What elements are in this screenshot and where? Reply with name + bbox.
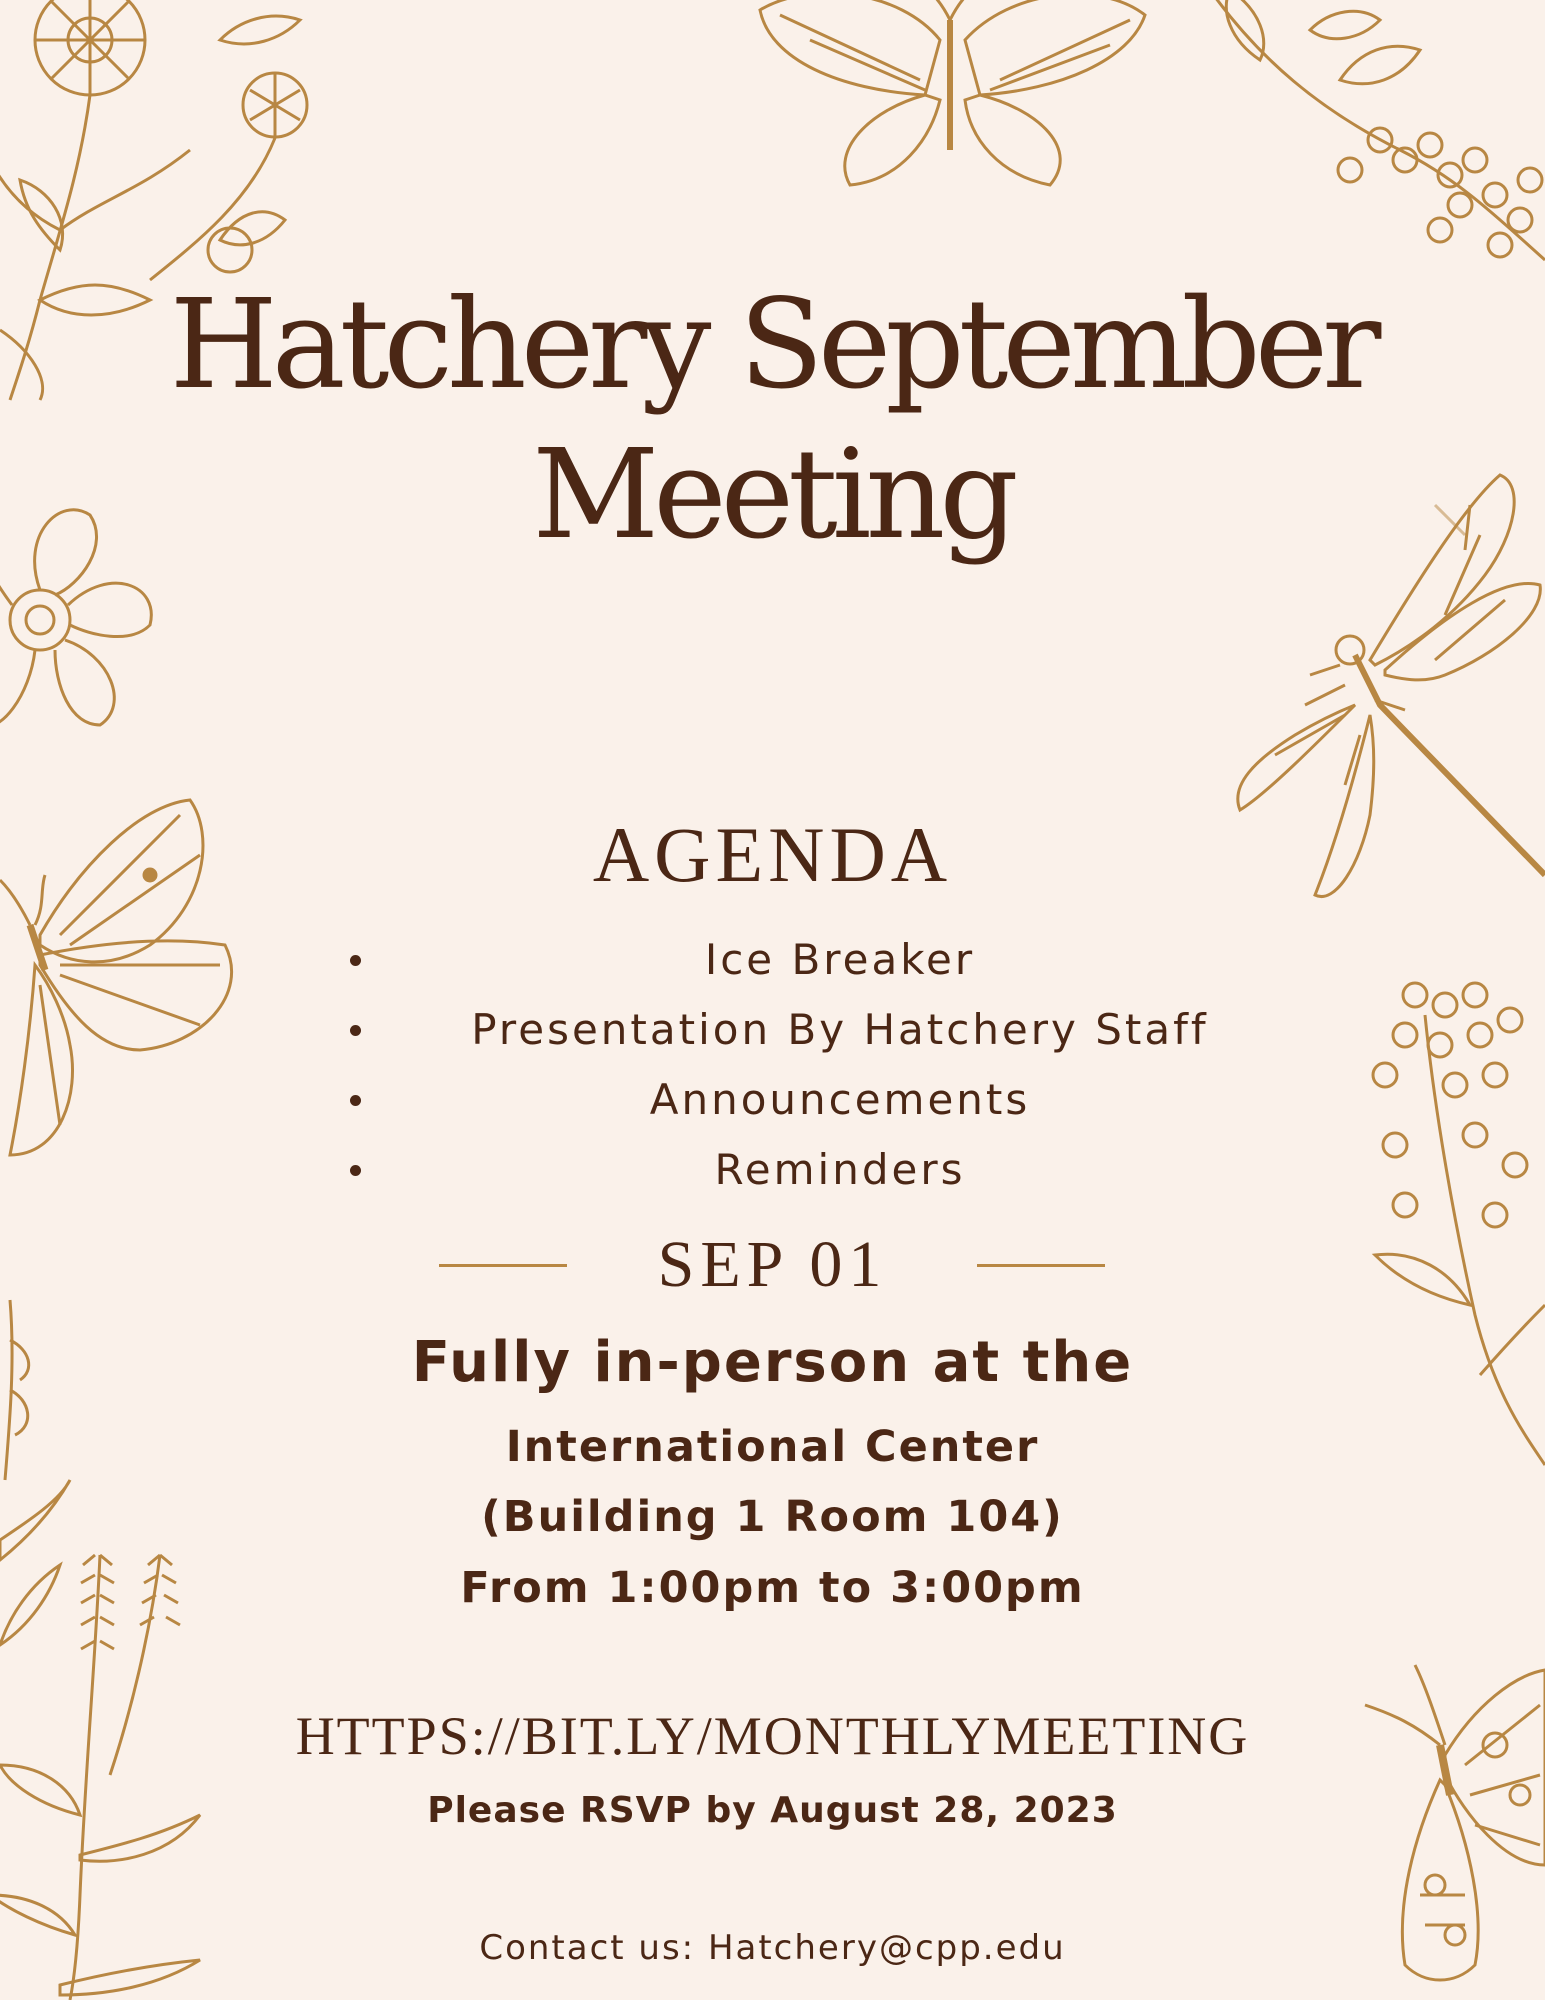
venue-place: International Center <box>505 1422 1040 1472</box>
bullet-icon <box>350 955 361 966</box>
rsvp-deadline: Please RSVP by August 28, 2023 <box>427 1790 1118 1831</box>
agenda-item <box>330 1135 1300 1205</box>
title-line-2: Meeting <box>532 423 1013 567</box>
butterfly-icon <box>750 0 1150 190</box>
agenda-item-label: Reminders <box>714 1145 966 1194</box>
agenda-item <box>330 995 1300 1065</box>
date-divider-right <box>977 1264 1105 1267</box>
venue-room: (Building 1 Room 104) <box>481 1492 1064 1542</box>
event-date: SEP 01 <box>657 1228 888 1301</box>
venue-headline: Fully in-person at the <box>411 1330 1134 1395</box>
agenda-list <box>330 925 1300 1205</box>
agenda-item <box>330 1065 1300 1135</box>
event-date-row <box>0 1225 1545 1305</box>
bullet-icon <box>350 1165 361 1176</box>
page-title <box>0 270 1545 570</box>
bullet-icon <box>350 1025 361 1036</box>
bullet-icon <box>350 1095 361 1106</box>
rsvp-link[interactable]: HTTPS://BIT.LY/MONTHLYMEETING <box>295 1706 1250 1766</box>
contact-line <box>0 1928 1545 1968</box>
contact-email[interactable]: Hatchery@cpp.edu <box>707 1928 1066 1968</box>
agenda-item-label: Announcements <box>649 1075 1031 1124</box>
title-line-1: Hatchery September <box>169 273 1376 417</box>
contact-label: Contact us: <box>479 1928 696 1968</box>
berry-branch-icon <box>1200 0 1545 290</box>
agenda-heading: AGENDA <box>592 811 953 898</box>
venue-time: From 1:00pm to 3:00pm <box>460 1563 1085 1613</box>
agenda-item-label: Presentation By Hatchery Staff <box>471 1005 1209 1054</box>
agenda-item-label: Ice Breaker <box>704 935 976 984</box>
agenda-item <box>330 925 1300 995</box>
